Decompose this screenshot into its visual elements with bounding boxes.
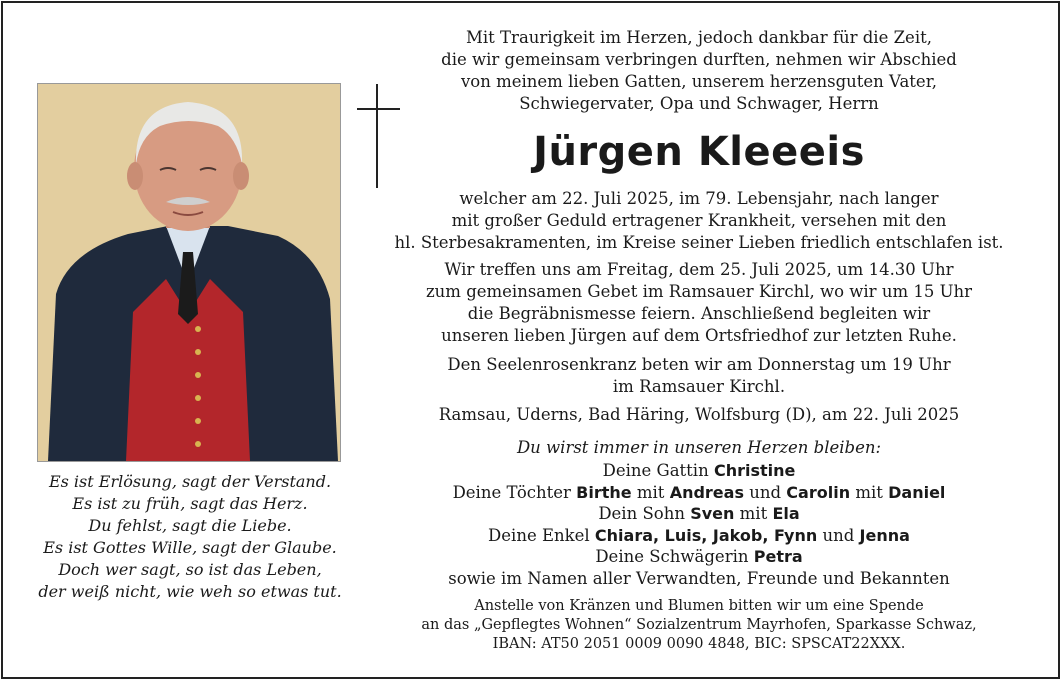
donation-note: [385, 597, 1013, 654]
deceased-name: Jürgen Kleeeis: [533, 129, 865, 175]
cross-symbol: [376, 84, 378, 188]
poem-line: Doch wer sagt, so ist das Leben,: [58, 560, 322, 579]
poem-line: Es ist Erlösung, sagt der Verstand.: [48, 472, 332, 491]
poem-line: Es ist zu früh, sagt das Herz.: [72, 494, 308, 513]
family-son: Dein Sohn Sven mit Ela: [598, 504, 800, 523]
funeral-line: die Begräbnismesse feiern. Anschließend begleiten wir: [467, 304, 931, 323]
family-grandchildren: Deine Enkel Chiara, Luis, Jakob, Fynn und Jenna: [488, 525, 910, 545]
rosary-line: Den Seelenrosenkranz beten wir am Donnerstag um 19 Uhr: [447, 355, 951, 374]
poem-line: der weiß nicht, wie weh so etwas tut.: [38, 582, 342, 601]
funeral-line: unseren lieben Jürgen auf dem Ortsfriedhof zur letzten Ruhe.: [441, 326, 957, 345]
poem: [20, 471, 360, 603]
death-notice: [385, 188, 1013, 254]
place-date: Ramsau, Uderns, Bad Häring, Wolfsburg (D), am 22. Juli 2025: [438, 405, 960, 424]
rosary-details: [385, 354, 1013, 398]
intro-line: von meinem lieben Gatten, unserem herzensguten Vater,: [460, 72, 938, 91]
death-notice-line: mit großer Geduld ertragener Krankheit, versehen mit den: [451, 211, 947, 230]
family-daughters: Deine Töchter Birthe mit Andreas und Carolin mit Daniel: [452, 482, 946, 502]
intro-line: Mit Traurigkeit im Herzen, jedoch dankbar für die Zeit,: [466, 28, 932, 47]
funeral-line: Wir treffen uns am Freitag, dem 25. Juli 2025, um 14.30 Uhr: [444, 260, 954, 279]
family-wife: Deine Gattin Christine: [602, 461, 796, 480]
family-others: sowie im Namen aller Verwandten, Freunde und Bekannten: [448, 568, 950, 588]
family-sister-in-law: Deine Schwägerin Petra: [595, 547, 803, 566]
donation-line: Anstelle von Kränzen und Blumen bitten wir um eine Spende: [474, 598, 924, 614]
donation-line: IBAN: AT50 2051 0009 0090 4848, BIC: SPSCAT22XXX.: [492, 636, 906, 652]
death-notice-line: hl. Sterbesakramenten, im Kreise seiner Lieben friedlich entschlafen ist.: [394, 233, 1004, 252]
funeral-details: [385, 259, 1013, 347]
funeral-line: zum gemeinsamen Gebet im Ramsauer Kirchl, wo wir um 15 Uhr: [425, 282, 972, 301]
poem-line: Es ist Gottes Wille, sagt der Glaube.: [43, 538, 337, 557]
family-list: [385, 460, 1013, 589]
poem-line: Du fehlst, sagt die Liebe.: [88, 516, 292, 535]
intro-line: die wir gemeinsam verbringen durften, nehmen wir Abschied: [441, 50, 957, 69]
intro-text: [385, 27, 1013, 115]
portrait-photo: [37, 83, 341, 462]
donation-line: an das „Gepflegtes Wohnen“ Sozialzentrum Mayrhofen, Sparkasse Schwaz,: [421, 617, 977, 633]
death-notice-line: welcher am 22. Juli 2025, im 79. Lebensjahr, nach langer: [459, 189, 939, 208]
motto: Du wirst immer in unseren Herzen bleiben:: [516, 438, 882, 457]
intro-line: Schwiegervater, Opa und Schwager, Herrn: [519, 94, 879, 113]
rosary-line: im Ramsauer Kirchl.: [612, 377, 786, 396]
